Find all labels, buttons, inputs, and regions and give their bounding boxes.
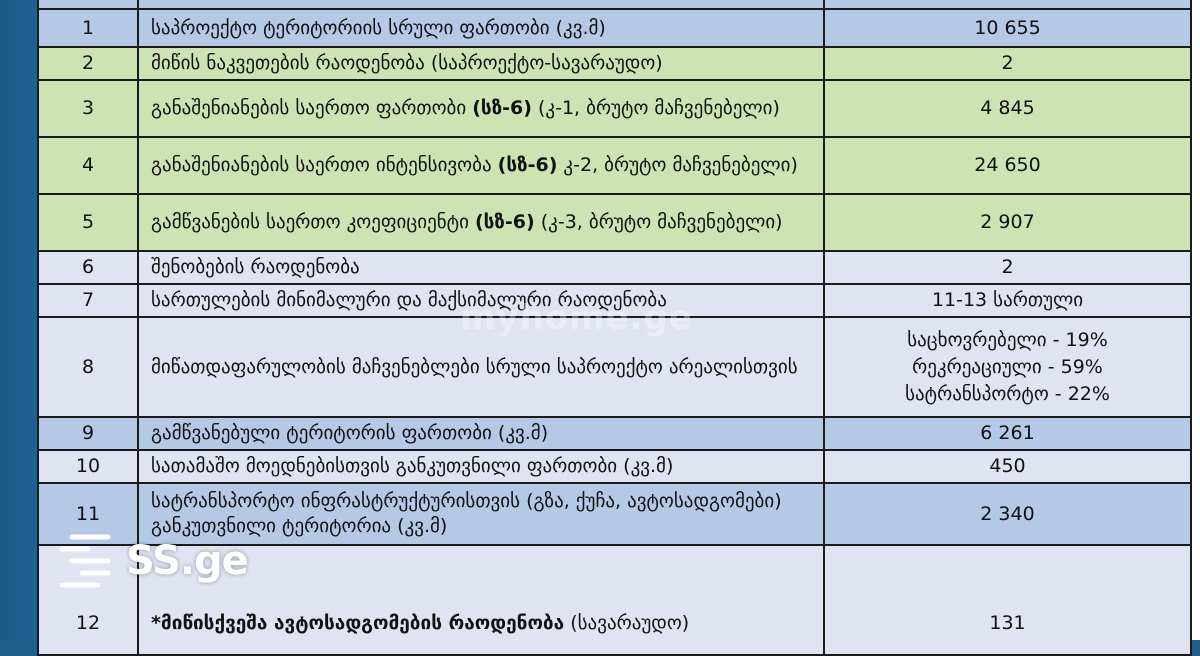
row-value: 11-13 სართული	[824, 284, 1191, 317]
table-row	[38, 9, 1191, 47]
ss-ge-brand-text: SS.ge	[126, 538, 248, 584]
row-value: 24 650	[824, 137, 1191, 194]
row-label: გამწვანების საერთო კოეფიციენტი (სზ-6) (კ-3, ბრუტო მაჩვენებელი)	[138, 194, 824, 251]
row-label: განაშენიანების საერთო ფართობი (სზ-6) (კ-1, ბრუტო მაჩვენებელი)	[138, 80, 824, 137]
row-label: შენობების რაოდენობა	[138, 251, 824, 284]
row-label: მიწათდაფარულობის მაჩვენებლები სრული საპროექტო არეალისთვის	[138, 317, 824, 417]
ss-ge-logo-icon	[58, 532, 112, 590]
row-number: 5	[38, 194, 138, 251]
row-label: სართულების მინიმალური და მაქსიმალური რაოდენობა	[138, 284, 824, 317]
header-cell-label	[138, 0, 824, 9]
row-value: 450	[824, 450, 1191, 483]
table-header-row	[38, 0, 1191, 9]
row-number: 1	[38, 9, 138, 47]
table-row	[38, 417, 1191, 450]
row-value: 2	[824, 47, 1191, 80]
row-number: 10	[38, 450, 138, 483]
ss-ge-watermark	[58, 532, 248, 590]
row-number: 8	[38, 317, 138, 417]
table-row	[38, 137, 1191, 194]
table-row	[38, 47, 1191, 80]
row-number: 6	[38, 251, 138, 284]
row-value: 6 261	[824, 417, 1191, 450]
row-label: გამწვანებული ტერიტორის ფართობი (კვ.მ)	[138, 417, 824, 450]
table-row	[38, 251, 1191, 284]
row-label: საპროექტო ტერიტორიის სრული ფართობი (კვ.მ)	[138, 9, 824, 47]
row-number: 4	[38, 137, 138, 194]
row-number: 3	[38, 80, 138, 137]
row-value: 2	[824, 251, 1191, 284]
row-label: მიწის ნაკვეთების რაოდენობა (საპროექტო-სავარაუდო)	[138, 47, 824, 80]
row-number: 2	[38, 47, 138, 80]
row-number: 12	[38, 545, 138, 655]
row-number: 11	[38, 483, 138, 545]
myhome-watermark: myhome.ge	[460, 298, 693, 338]
land-use-transport: სატრანსპორტო - 22%	[905, 382, 1110, 405]
table-row	[38, 80, 1191, 137]
row-label: *მიწისქვეშა ავტოსადგომების რაოდენობა (სავარაუდო)	[138, 545, 824, 655]
row-value	[824, 317, 1191, 417]
row-label: სატრანსპორტო ინფრასტრუქტურისთვის (გზა, ქუჩა, ავტოსადგომები) განკუთვნილი ტერიტორია (კვ.მ)	[138, 483, 824, 545]
land-use-residential: საცხოვრებელი - 19%	[907, 328, 1108, 351]
row-value: 10 655	[824, 9, 1191, 47]
header-cell-num	[38, 0, 138, 9]
row-value: 131	[824, 545, 1191, 655]
row-value: 2 907	[824, 194, 1191, 251]
land-use-recreational: რეკრეაციული - 59%	[912, 355, 1103, 378]
row-value: 2 340	[824, 483, 1191, 545]
table-row	[38, 194, 1191, 251]
row-label: განაშენიანების საერთო ინტენსივობა (სზ-6) კ-2, ბრუტო მაჩვენებელი)	[138, 137, 824, 194]
row-label: სათამაშო მოედნებისთვის განკუთვნილი ფართობი (კვ.მ)	[138, 450, 824, 483]
row-value: 4 845	[824, 80, 1191, 137]
table-row	[38, 450, 1191, 483]
row-number: 7	[38, 284, 138, 317]
row-number: 9	[38, 417, 138, 450]
header-cell-value	[824, 0, 1191, 9]
